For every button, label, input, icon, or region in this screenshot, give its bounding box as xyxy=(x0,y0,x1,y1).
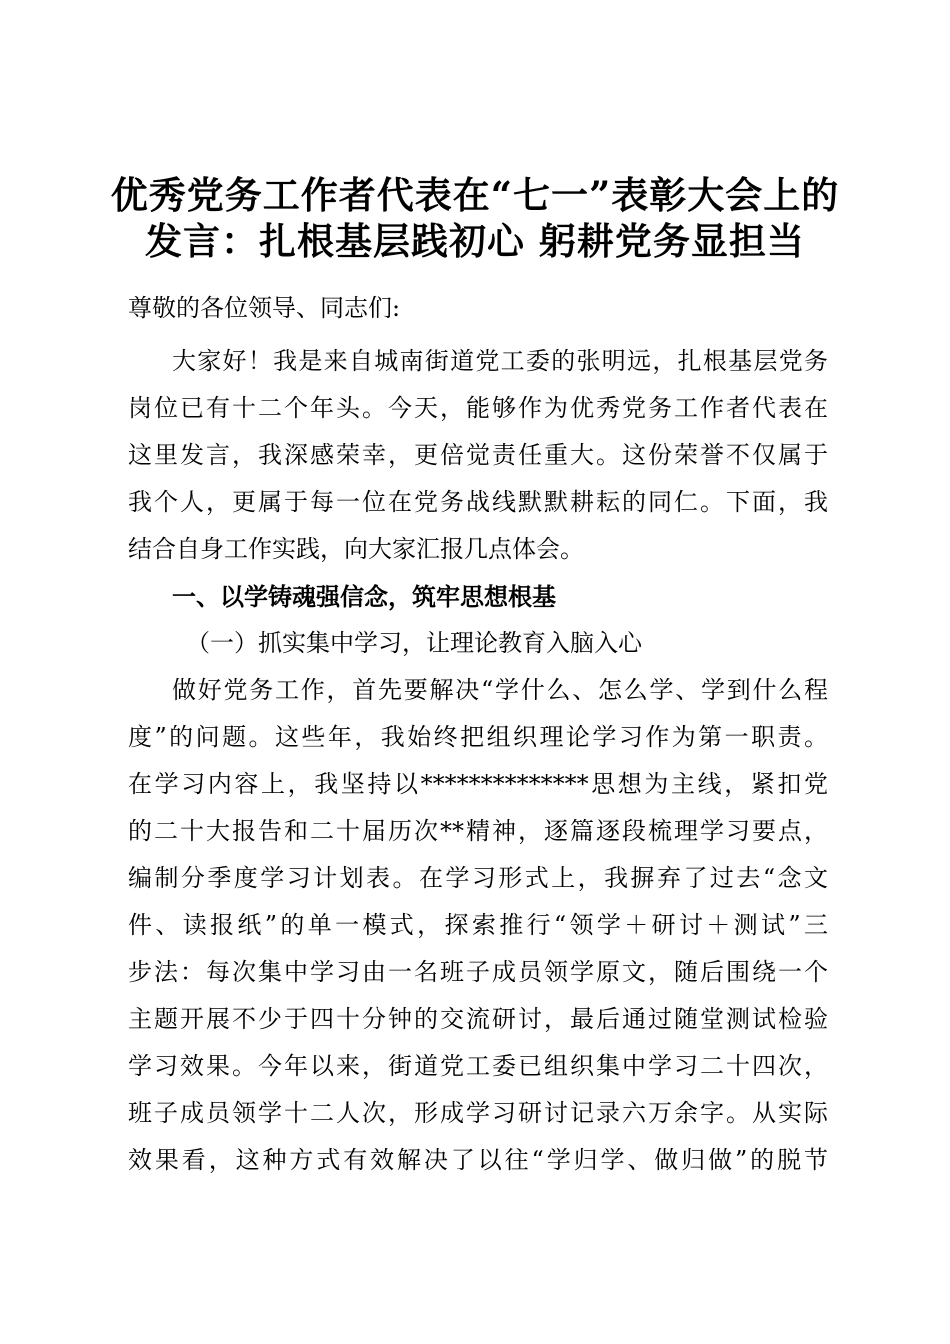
paragraph-line: 编制分季度学习计划表。在学习形式上，我摒弃了过去“念文 xyxy=(128,864,828,892)
paragraph-line: 主题开展不少于四十分钟的交流研讨，最后通过随堂测试检验 xyxy=(128,1005,828,1033)
title-line: 发言：扎根基层践初心 躬耕党务显担当 xyxy=(145,219,805,263)
document-body xyxy=(128,288,828,1184)
paragraph-line: 学习效果。今年以来，街道党工委已组织集中学习二十四次， xyxy=(128,1052,828,1080)
salutation: 尊敬的各位领导、同志们: xyxy=(128,294,401,322)
paragraph-line: 做好党务工作，首先要解决“学什么、怎么学、学到什么程 xyxy=(172,676,828,704)
paragraph-line: 班子成员领学十二人次，形成学习研讨记录六万余字。从实际 xyxy=(128,1099,828,1127)
paragraph-line: 岗位已有十二个年头。今天，能够作为优秀党务工作者代表在 xyxy=(128,394,828,422)
paragraph-line: 大家好！我是来自城南街道党工委的张明远，扎根基层党务 xyxy=(172,347,828,375)
paragraph-line: 我个人，更属于每一位在党务战线默默耕耘的同仁。下面，我 xyxy=(128,488,828,516)
paragraph-line: 件、读报纸”的单一模式，探索推行“领学＋研讨＋测试”三 xyxy=(128,911,828,939)
paragraph-line: 这里发言，我深感荣幸，更倍觉责任重大。这份荣誉不仅属于 xyxy=(128,441,828,469)
document-title xyxy=(80,172,870,264)
paragraph-line: 度”的问题。这些年，我始终把组织理论学习作为第一职责。 xyxy=(128,723,828,751)
paragraph-line: 效果看，这种方式有效解决了以往“学归学、做归做”的脱节 xyxy=(128,1146,828,1174)
subsection-heading: （一）抓实集中学习，让理论教育入脑入心 xyxy=(186,629,642,657)
paragraph-line: 的二十大报告和二十届历次**精神，逐篇逐段梳理学习要点， xyxy=(128,817,828,845)
paragraph-line: 步法：每次集中学习由一名班子成员领学原文，随后围绕一个 xyxy=(128,958,828,986)
paragraph-line: 在学习内容上，我坚持以**************思想为主线，紧扣党 xyxy=(128,770,828,798)
title-line: 优秀党务工作者代表在“七一”表彰大会上的 xyxy=(110,173,840,217)
paragraph-line: 结合自身工作实践，向大家汇报几点体会。 xyxy=(128,535,584,563)
intro-paragraph xyxy=(128,338,828,573)
body-paragraph xyxy=(128,667,828,1184)
section-heading: 一、以学铸魂强信念，筑牢思想根基 xyxy=(172,582,556,611)
